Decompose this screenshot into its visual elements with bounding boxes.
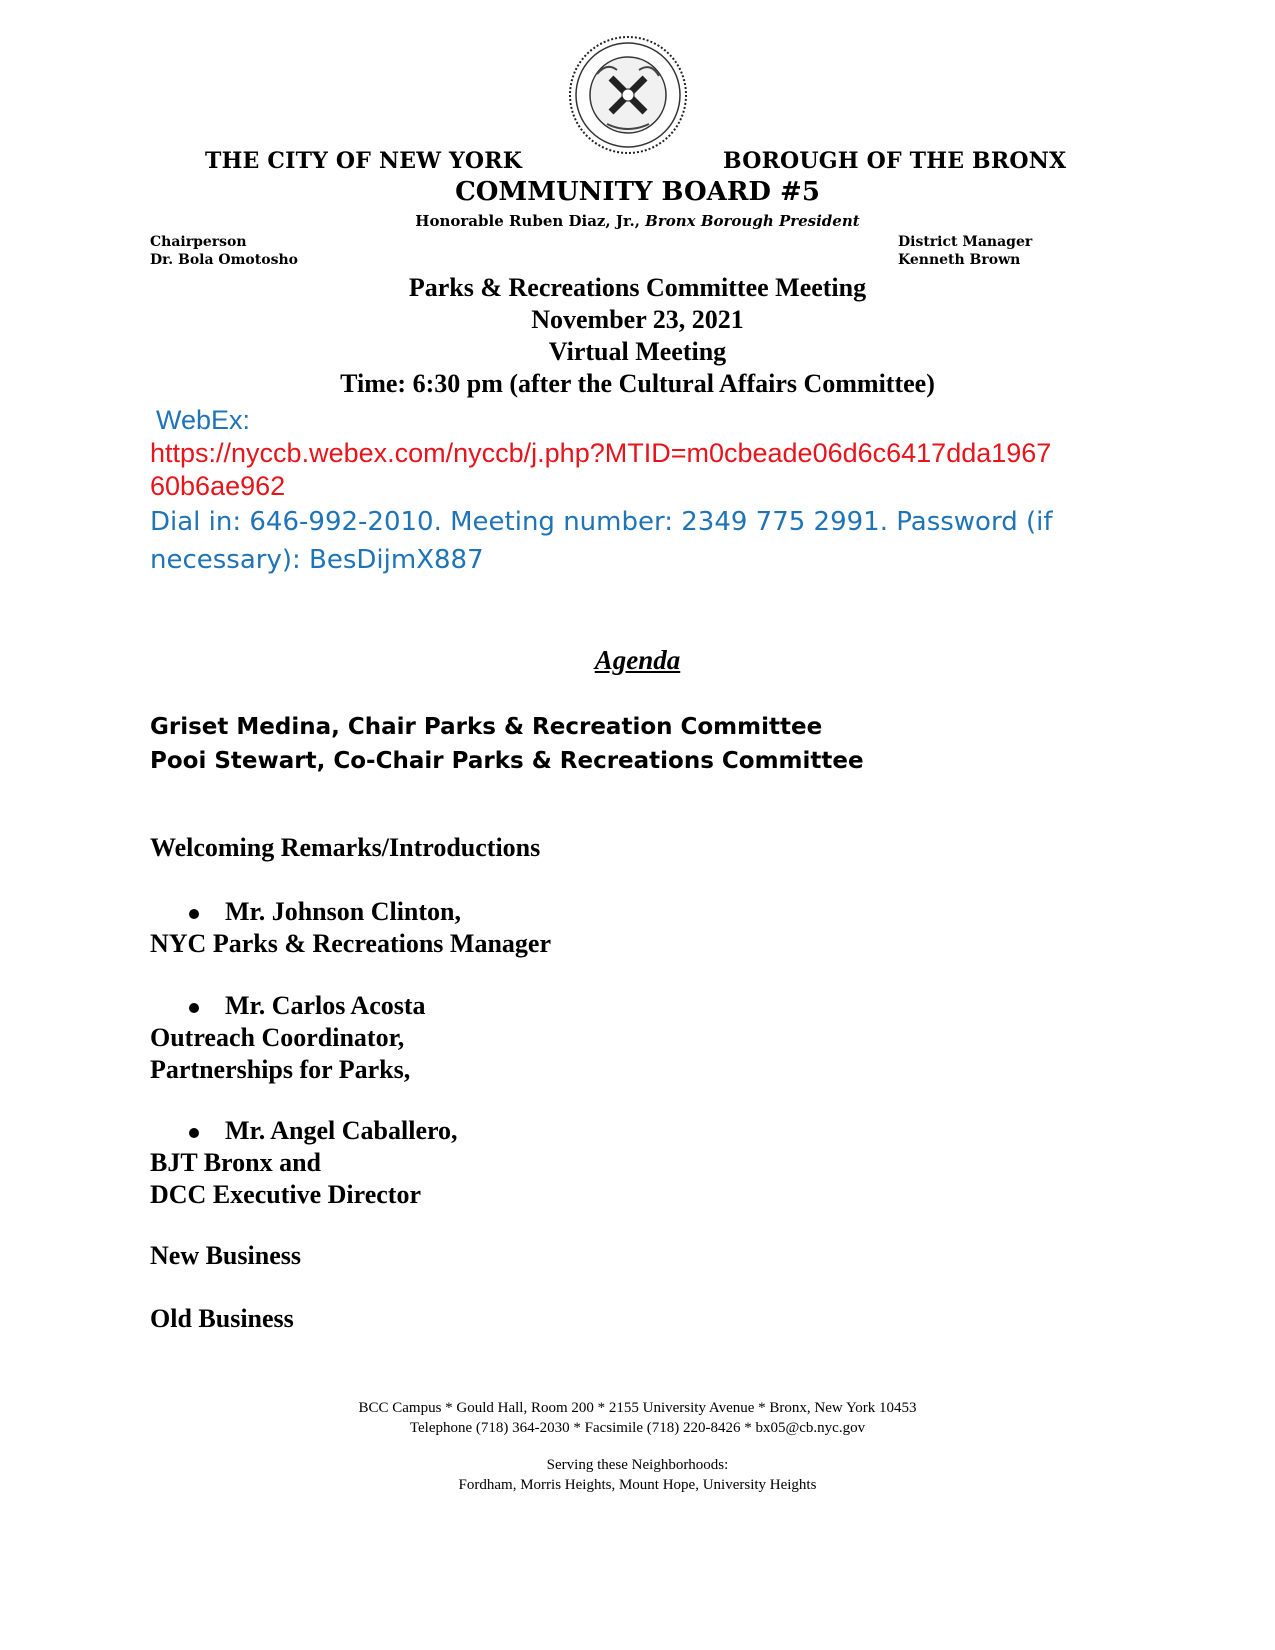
speaker-role: Partnerships for Parks, xyxy=(150,1055,411,1084)
speaker-item xyxy=(150,990,426,1086)
meeting-title: Parks & Recreations Committee Meeting xyxy=(408,273,867,302)
chair-name: Dr. Bola Omotosho xyxy=(150,252,298,268)
district-manager-block xyxy=(898,233,1032,269)
meeting-info xyxy=(0,272,1275,400)
bullet-icon xyxy=(150,896,225,928)
committee-cochair: Pooi Stewart, Co-Chair Parks & Recreations Committee xyxy=(150,748,864,774)
meeting-type: Virtual Meeting xyxy=(548,337,727,366)
webex-link-line2[interactable]: 60b6ae962 xyxy=(150,471,286,501)
footer-neighborhood-list: Fordham, Morris Heights, Mount Hope, University Heights xyxy=(458,1477,817,1493)
webex-label: WebEx: xyxy=(156,405,251,435)
footer-serving: Serving these Neighborhoods: xyxy=(546,1457,729,1473)
old-business: Old Business xyxy=(150,1304,294,1333)
chair-label: Chairperson xyxy=(150,234,247,250)
board-heading: COMMUNITY BOARD #5 xyxy=(455,177,820,207)
speaker-name: Mr. Johnson Clinton, xyxy=(225,897,461,926)
speaker-role: DCC Executive Director xyxy=(150,1180,421,1209)
dm-name: Kenneth Brown xyxy=(898,252,1021,268)
committee-chairs xyxy=(150,710,864,778)
meeting-time: Time: 6:30 pm (after the Cultural Affairs Committee) xyxy=(340,369,935,398)
footer-address: BCC Campus * Gould Hall, Room 200 * 2155 University Avenue * Bronx, New York 10453 xyxy=(358,1400,917,1416)
dial-in-line2: necessary): BesDijmX887 xyxy=(150,545,484,575)
speaker-role: Outreach Coordinator, xyxy=(150,1023,405,1052)
meeting-date: November 23, 2021 xyxy=(531,305,744,334)
speaker-name: Mr. Carlos Acosta xyxy=(225,991,426,1020)
dial-in-line1: Dial in: 646-992-2010. Meeting number: 2349 775 2991. Password (if xyxy=(150,507,1053,537)
bp-name: Honorable Ruben Diaz, Jr., xyxy=(415,212,646,230)
bp-title: Bronx Borough President xyxy=(645,212,860,230)
speaker-name: Mr. Angel Caballero, xyxy=(225,1116,458,1145)
footer-neighborhoods xyxy=(0,1455,1275,1495)
bullet-icon xyxy=(150,1115,225,1147)
chairperson-block xyxy=(150,233,298,269)
city-seal xyxy=(567,34,689,156)
footer-contact xyxy=(0,1398,1275,1438)
agenda-heading: Agenda xyxy=(594,645,681,675)
speaker-item xyxy=(150,1115,458,1211)
welcoming-remarks: Welcoming Remarks/Introductions xyxy=(150,833,541,862)
dm-label: District Manager xyxy=(898,234,1033,250)
borough-heading: BOROUGH OF THE BRONX xyxy=(723,148,1067,174)
webex-link-line1[interactable]: https://nyccb.webex.com/nyccb/j.php?MTID=m0cbeade06d6c6417dda1967 xyxy=(150,438,1052,468)
bullet-icon xyxy=(150,990,225,1022)
borough-president xyxy=(0,212,1275,230)
city-heading: THE CITY OF NEW YORK xyxy=(205,148,523,174)
seal-icon xyxy=(567,34,689,156)
speaker-role: BJT Bronx and xyxy=(150,1148,322,1177)
speaker-item xyxy=(150,896,551,960)
new-business: New Business xyxy=(150,1241,301,1270)
footer-phone: Telephone (718) 364-2030 * Facsimile (718) 220-8426 * bx05@cb.nyc.gov xyxy=(409,1420,866,1436)
committee-chair: Griset Medina, Chair Parks & Recreation Committee xyxy=(150,714,823,740)
speaker-role: NYC Parks & Recreations Manager xyxy=(150,929,551,958)
webex-block xyxy=(150,404,1150,579)
